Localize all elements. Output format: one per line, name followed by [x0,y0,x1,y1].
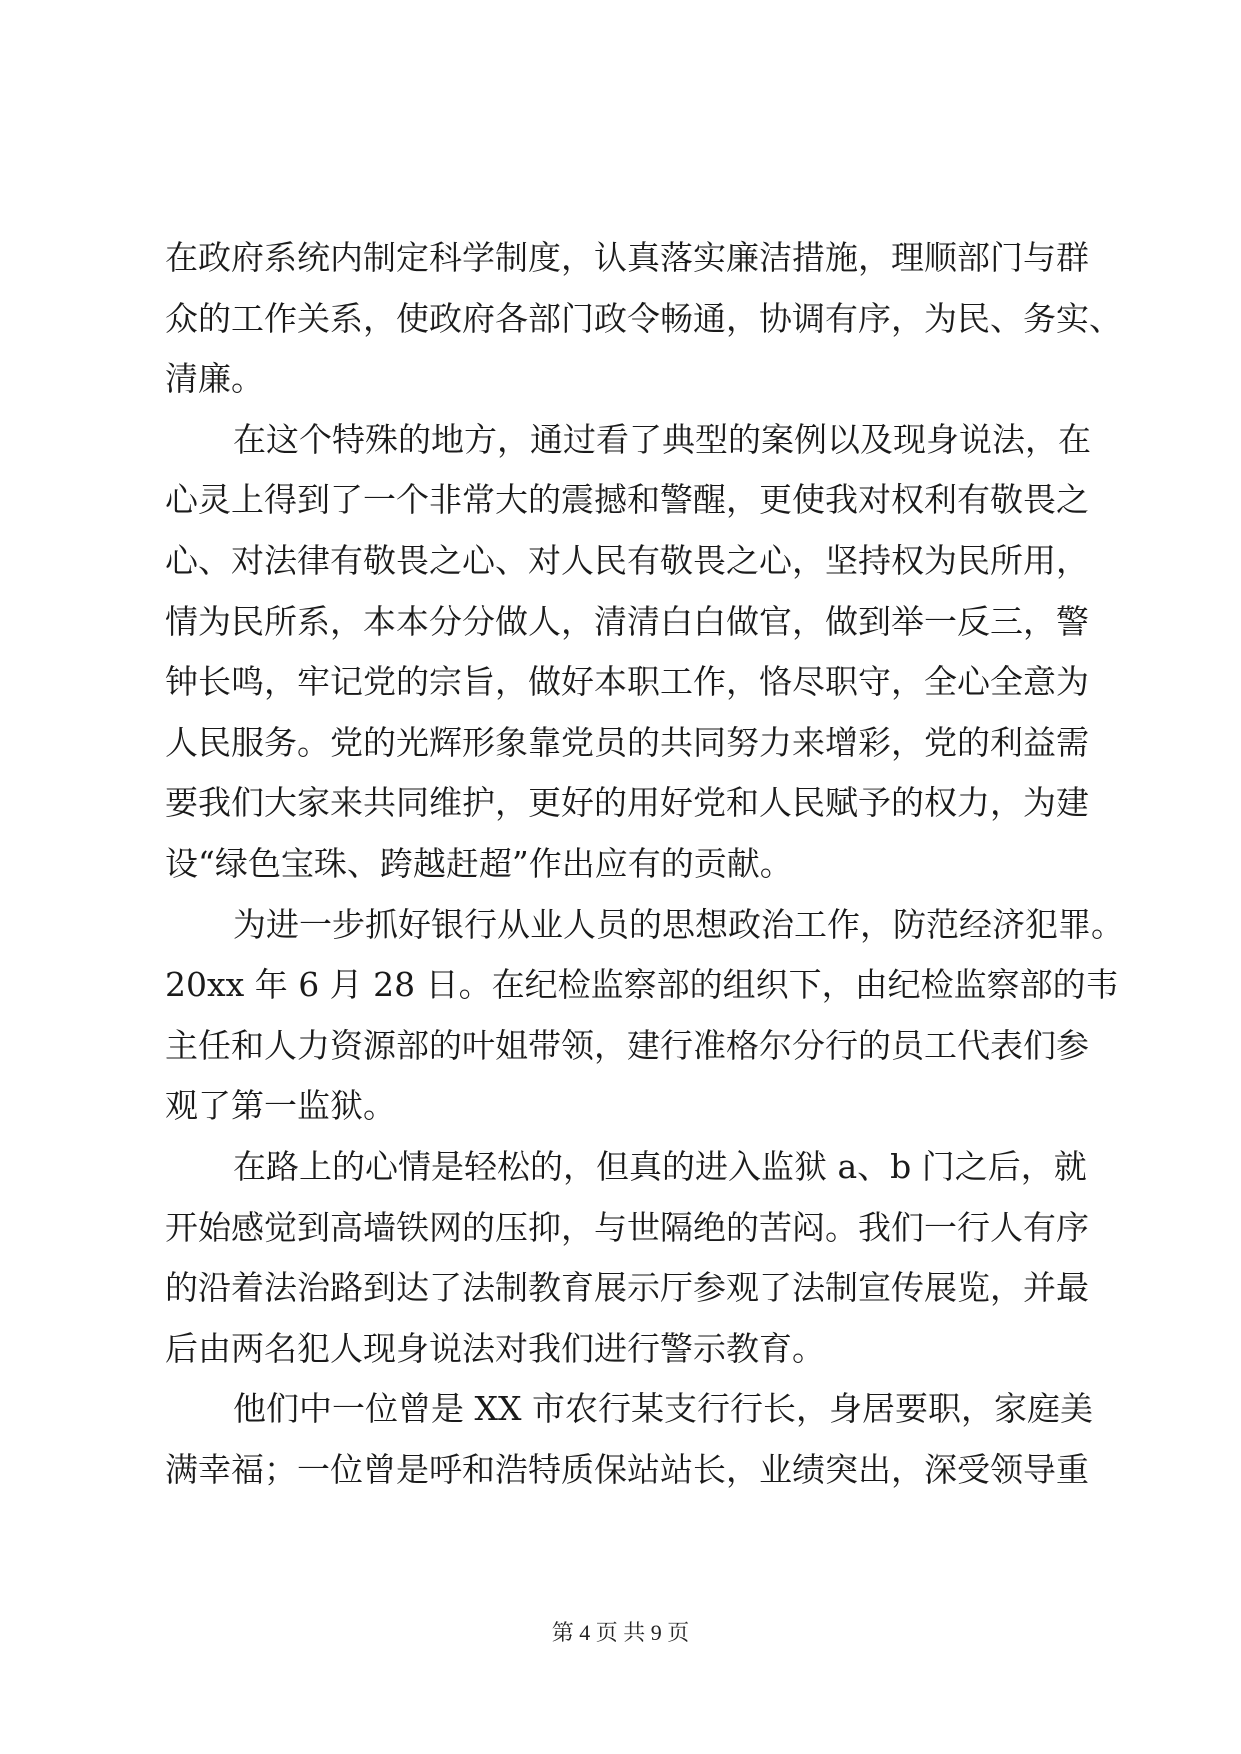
text-line: 心、对法律有敬畏之心、对人民有敬畏之心，坚持权为民所用， [165,540,1089,580]
text-line: 他们中一位曾是 XX 市农行某支行行长，身居要职，家庭美 [233,1389,1093,1429]
text-line: 心灵上得到了一个非常大的震撼和警醒，更使我对权利有敬畏之 [165,480,1089,520]
text-line: 钟长鸣，牢记党的宗旨，做好本职工作，恪尽职守，全心全意为 [165,662,1089,702]
text-line: 在路上的心情是轻松的，但真的进入监狱 a、b 门之后，就 [233,1146,1087,1186]
text-line: 在政府系统内制定科学制度，认真落实廉洁措施，理顺部门与群 [165,238,1089,277]
text-line: 为进一步抓好银行从业人员的思想政治工作，防范经济犯罪。 [233,904,1124,944]
text-line: 开始感觉到高墙铁网的压抑，与世隔绝的苦闷。我们一行人有序 [165,1207,1089,1247]
body-text [165,228,1124,1500]
text-line: 人民服务。党的光辉形象靠党员的共同努力来增彩，党的利益需 [165,722,1089,762]
text-line: 众的工作关系，使政府各部门政令畅通，协调有序，为民、务实、 [165,298,1122,338]
text-line: 情为民所系，本本分分做人，清清白白做官，做到举一反三，警 [165,601,1089,641]
page-footer: 第 4 页 共 9 页 [551,1620,690,1645]
text-line: 观了第一监狱。 [165,1086,396,1126]
text-line: 后由两名犯人现身说法对我们进行警示教育。 [165,1328,825,1368]
text-line: 清廉。 [165,359,264,399]
text-line: 主任和人力资源部的叶姐带领，建行准格尔分行的员工代表们参 [165,1025,1089,1065]
text-line: 满幸福；一位曾是呼和浩特质保站站长，业绩突出，深受领导重 [165,1449,1089,1489]
text-line: 的沿着法治路到达了法制教育展示厅参观了法制宣传展览，并最 [165,1268,1089,1308]
text-line: 在这个特殊的地方，通过看了典型的案例以及现身说法，在 [233,419,1091,459]
text-line: 20xx 年 6 月 28 日。在纪检监察部的组织下，由纪检监察部的韦 [165,965,1119,1005]
text-line: 设“绿色宝珠、跨越赶超”作出应有的贡献。 [165,843,793,883]
text-line: 要我们大家来共同维护，更好的用好党和人民赋予的权力，为建 [165,783,1089,823]
